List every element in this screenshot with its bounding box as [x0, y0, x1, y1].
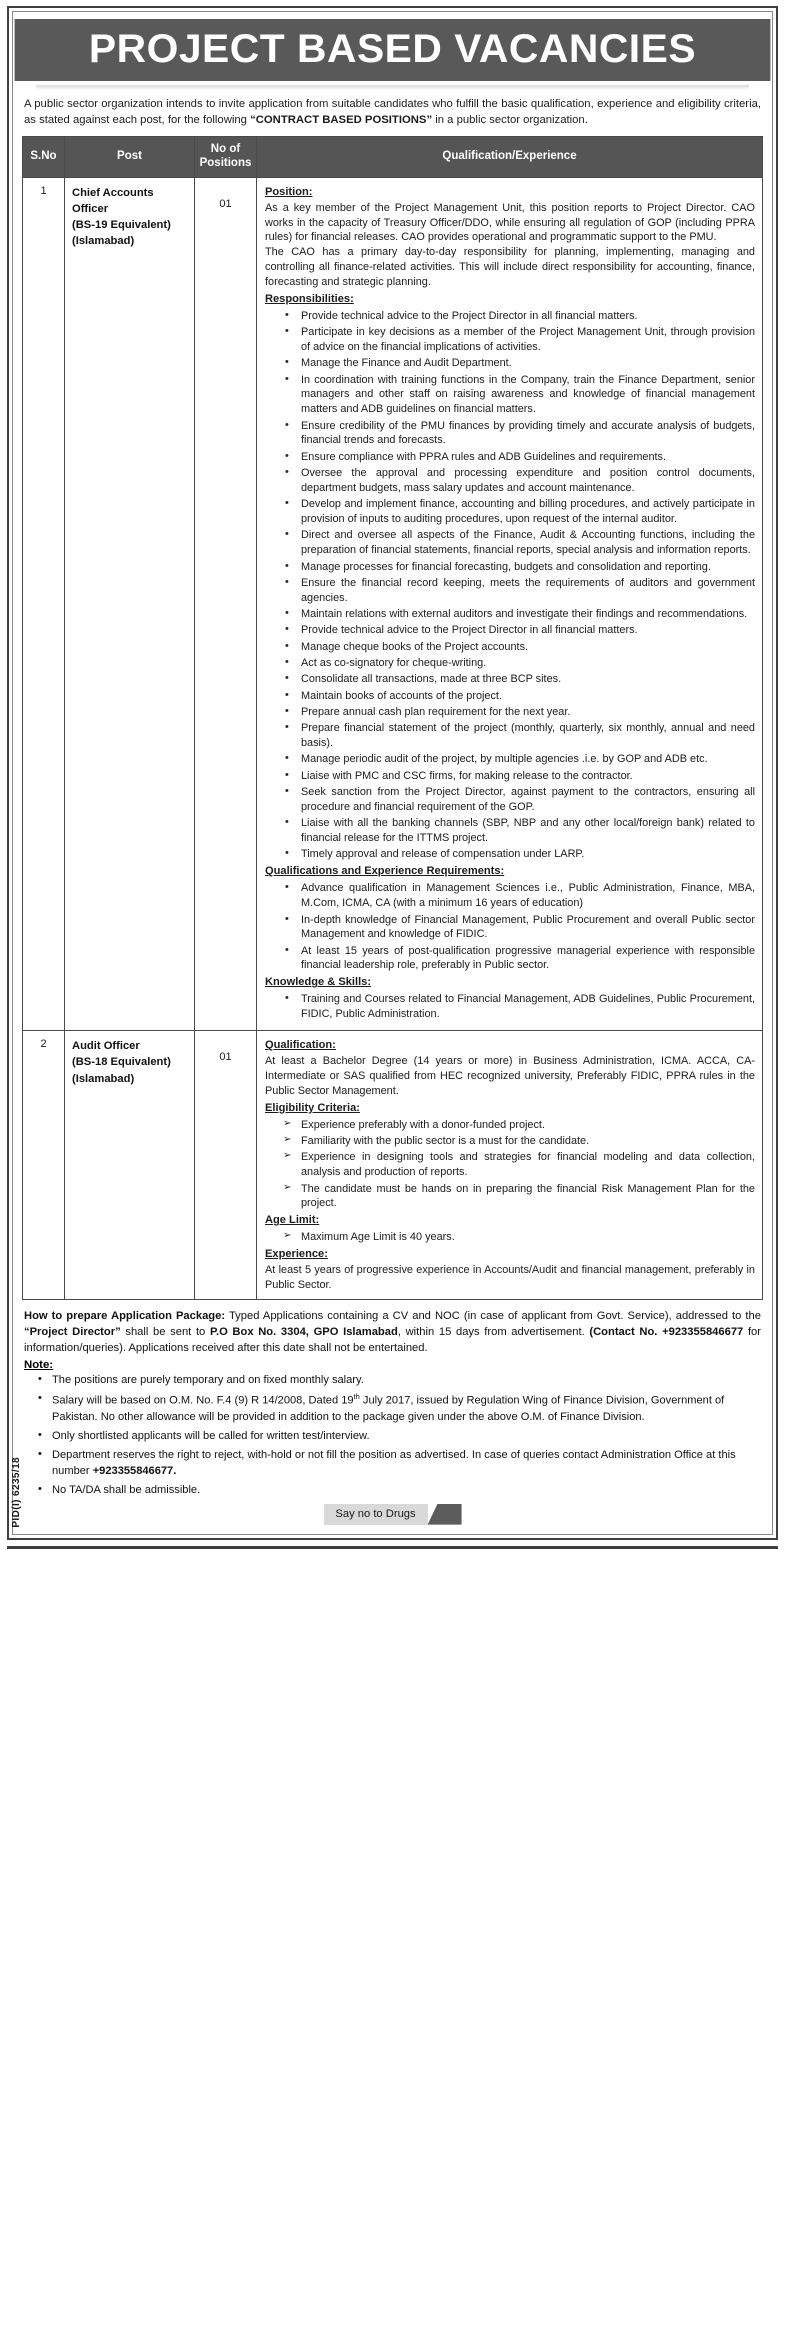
howto-po-box: P.O Box No. 3304, GPO Islamabad: [209, 1325, 398, 1338]
row1-qualifications-list: [265, 881, 755, 973]
notes-list: [24, 1373, 761, 1498]
row1-position-p1: As a key member of the Project Management Unit, this position reports to Project Director. CAO works in the capacity of Treasury Officer/DDO, while ensuring all regulation of GOP (including PPRA rules) for financial releases. CAO provides operational and programmatic support to the PMU.: [265, 201, 755, 244]
row1-positions: 01: [195, 177, 257, 1030]
list-item: • Act as co-signatory for cheque-writing.: [283, 656, 755, 671]
list-item: [38, 1429, 761, 1445]
list-item: • Maintain relations with external auditors and investigate their findings and recommendations.: [283, 607, 755, 622]
list-item: • In-depth knowledge of Financial Management, Public Procurement and overall Public sector Management and knowledge of FIDIC.: [283, 913, 755, 943]
row2-qualification-text: At least a Bachelor Degree (14 years or more) in Business Administration, ICMA. ACCA, CA-Intermediate or SAS qualified from HEC recognized university, Preferably FIDIC, PPRA rules in the Public Sector Management.: [265, 1055, 755, 1097]
note0-text: The positions are purely temporary and on fixed monthly salary.: [52, 1374, 364, 1387]
list-item: ➢ The candidate must be hands on in preparing the financial Risk Management Plan for the project.: [283, 1182, 755, 1212]
row1-position-heading: Position:: [265, 185, 313, 198]
row2-experience-text: At least 5 years of progressive experience in Accounts/Audit and financial management, preferably in Public Sector.: [265, 1264, 755, 1291]
row1-post-line2: Officer: [72, 202, 109, 215]
table-row: [23, 177, 763, 1030]
list-item: • Direct and oversee all aspects of the Finance, Audit & Accounting functions, including the preparation of financial statements, financial reports, special analysis and information reports.: [283, 528, 755, 558]
row2-post: [65, 1031, 195, 1300]
list-item: • Manage processes for financial forecasting, budgets and consolidation and reporting.: [283, 560, 755, 575]
howto-contact: (Contact No. +923355846677: [589, 1325, 744, 1338]
row2-sno: 2: [23, 1031, 65, 1300]
row2-post-line2: (BS-18 Equivalent): [72, 1056, 171, 1069]
list-item: • In coordination with training functions in the Company, train the Finance Department, senior managers and other staff on raising awareness and knowledge of financial management matters and ADB guidelines on financial matters.: [283, 373, 755, 417]
list-item: [38, 1448, 761, 1480]
list-item: • Consolidate all transactions, made at three BCP sites.: [283, 672, 755, 687]
list-item: • Develop and implement finance, accounting and billing procedures, and actively participate in provision of inputs to auditing procedures, upon request of the internal auditor.: [283, 497, 755, 527]
row1-knowledge-heading: Knowledge & Skills:: [265, 976, 372, 989]
note2-text: Only shortlisted applicants will be called for written test/interview.: [52, 1429, 370, 1442]
pid-code: PID(I) 6235/18: [11, 1457, 22, 1528]
list-item: • Prepare financial statement of the project (monthly, quarterly, six monthly, annual and need basis).: [283, 721, 755, 751]
inner-border: [12, 11, 773, 1535]
list-item: [38, 1392, 761, 1426]
intro-highlight: “CONTRACT BASED POSITIONS”: [250, 114, 433, 127]
note-heading: Note:: [24, 1359, 54, 1372]
row1-knowledge-list: [265, 992, 755, 1022]
list-item: • Liaise with all the banking channels (SBP, NBP and any other local/foreign bank) related to financial release for the ITTMS project.: [283, 816, 755, 846]
row1-post-line1: Chief Accounts: [72, 186, 154, 199]
list-item: • Manage the Finance and Audit Department.: [283, 356, 755, 371]
row2-post-line3: (Islamabad): [72, 1072, 135, 1085]
row2-eligibility-heading: Eligibility Criteria:: [265, 1101, 360, 1114]
row1-position-p2: The CAO has a primary day-to-day responsibility for planning, implementing, managing and controlling all finance-related activities. This will include direct responsibility for accounting, finance, forecasting and strategic planning.: [265, 246, 755, 288]
howto-label: How to prepare Application Package:: [24, 1309, 226, 1322]
row1-post-line3: (BS-19 Equivalent): [72, 219, 171, 232]
note1-text1: Salary will be based on O.M. No. F.4 (9) R 14/2008, Dated 19: [52, 1394, 354, 1407]
row1-qualification: [257, 177, 763, 1030]
drugs-tag-row: [22, 1502, 763, 1528]
drugs-tag-label: Say no to Drugs: [323, 1504, 427, 1525]
row2-eligibility-list: [265, 1118, 755, 1211]
say-no-to-drugs-tag: [323, 1504, 461, 1525]
row1-post-line4: (Islamabad): [72, 235, 135, 248]
list-item: [38, 1483, 761, 1499]
list-item: • Provide technical advice to the Project Director in all financial matters.: [283, 309, 755, 324]
how-to-apply-paragraph: [24, 1308, 761, 1356]
vacancy-table: [22, 136, 763, 1300]
intro-text-part2: in a public sector organization.: [432, 114, 588, 127]
intro-text-part1: A public sector organization intends to invite application from suitable candidates who fulfill the basic qualification, experience and eligibility criteria, as stated against each post, for the following: [24, 98, 761, 127]
header-qualification: Qualification/Experience: [257, 137, 763, 178]
list-item: • Manage cheque books of the Project accounts.: [283, 640, 755, 655]
note3-text: Department reserves the right to reject, with-hold or not fill the position as advertised. In case of queries contact Administration Office at this number: [52, 1448, 736, 1477]
list-item: ➢ Maximum Age Limit is 40 years.: [283, 1230, 755, 1245]
list-item: ➢ Experience in designing tools and strategies for financial modeling and data collection, analysis and production of reports.: [283, 1150, 755, 1180]
row2-age-list: [265, 1230, 755, 1245]
list-item: • Advance qualification in Management Sciences i.e., Public Administration, Finance, MBA, M.Com, ICMA, CA (with a minimum 16 years of education): [283, 881, 755, 911]
list-item: • Prepare annual cash plan requirement for the next year.: [283, 705, 755, 720]
table-row: [23, 1031, 763, 1300]
row1-qualifications-heading: Qualifications and Experience Requirements:: [265, 865, 505, 878]
row2-experience-heading: Experience:: [265, 1248, 328, 1261]
howto-text4: for information/queries). Applications received after this date shall not be entertained.: [24, 1325, 762, 1355]
row1-post: [65, 177, 195, 1030]
header-positions: No of Positions: [195, 137, 257, 178]
list-item: ➢ Familiarity with the public sector is a must for the candidate.: [283, 1134, 755, 1149]
row1-sno: 1: [23, 177, 65, 1030]
note4-text: No TA/DA shall be admissible.: [52, 1483, 201, 1496]
row2-qualification: [257, 1031, 763, 1300]
row2-post-line1: Audit Officer: [72, 1040, 140, 1053]
header-sno: S.No: [23, 137, 65, 178]
row1-responsibilities-list: [265, 309, 755, 862]
howto-text3: , within 15 days from advertisement.: [397, 1325, 590, 1338]
list-item: • Ensure compliance with PPRA rules and ADB Guidelines and requirements.: [283, 450, 755, 465]
list-item: • Provide technical advice to the Project Director in all financial matters.: [283, 623, 755, 638]
note1-sup: th: [353, 1392, 360, 1402]
list-item: [38, 1373, 761, 1389]
list-item: • Oversee the approval and processing expenditure and position control documents, department budgets, mass salary updates and account maintenance.: [283, 466, 755, 496]
note1-text2: July 2017, issued by Regulation Wing of Finance Division, Government of Pakistan. No other allowance will be provided in addition to the package given under the above O.M. of Finance Division.: [52, 1394, 725, 1423]
list-item: • Manage periodic audit of the project, by multiple agencies .i.e. by GOP and ADB etc.: [283, 752, 755, 767]
list-item: • At least 15 years of post-qualification progressive managerial experience with responsible financial leadership role, preferably in Public sector.: [283, 944, 755, 974]
row2-positions: 01: [195, 1031, 257, 1300]
list-item: • Seek sanction from the Project Director, against payment to the contractors, ensuring all procedure and financial requirement of the GOP.: [283, 785, 755, 815]
page-title: PROJECT BASED VACANCIES: [15, 19, 771, 81]
row2-age-heading: Age Limit:: [265, 1214, 320, 1227]
howto-project-director: “Project Director”: [24, 1325, 121, 1338]
howto-text1: Typed Applications containing a CV and NOC (in case of applicant from Govt. Service), addressed to the: [225, 1309, 761, 1322]
drugs-tag-flag-icon: [428, 1504, 462, 1525]
table-header-row: [23, 137, 763, 178]
outer-border: [7, 6, 778, 1540]
list-item: • Ensure the financial record keeping, meets the requirements of auditors and government agencies.: [283, 576, 755, 606]
list-item: • Liaise with PMC and CSC firms, for making release to the contractor.: [283, 769, 755, 784]
intro-paragraph: [24, 96, 761, 128]
banner-shadow-divider: [36, 85, 749, 90]
header-post: Post: [65, 137, 195, 178]
howto-text2: shall be sent to: [120, 1325, 210, 1338]
list-item: • Maintain books of accounts of the project.: [283, 689, 755, 704]
row2-qualification-heading: Qualification:: [265, 1039, 336, 1052]
note3-phone: +923355846677.: [92, 1464, 177, 1477]
row1-responsibilities-heading: Responsibilities:: [265, 292, 354, 305]
list-item: ➢ Experience preferably with a donor-funded project.: [283, 1118, 755, 1133]
bottom-rule-divider: [7, 1546, 778, 1549]
list-item: • Training and Courses related to Financial Management, ADB Guidelines, Public Procurement, FIDIC, Public Administration.: [283, 992, 755, 1022]
list-item: • Timely approval and release of compensation under LARP.: [283, 847, 755, 862]
list-item: • Ensure credibility of the PMU finances by providing timely and accurate analysis of budgets, financial trends and forecasts.: [283, 419, 755, 449]
list-item: • Participate in key decisions as a member of the Project Management Unit, through provision of advice on the financial implications of activities.: [283, 325, 755, 355]
